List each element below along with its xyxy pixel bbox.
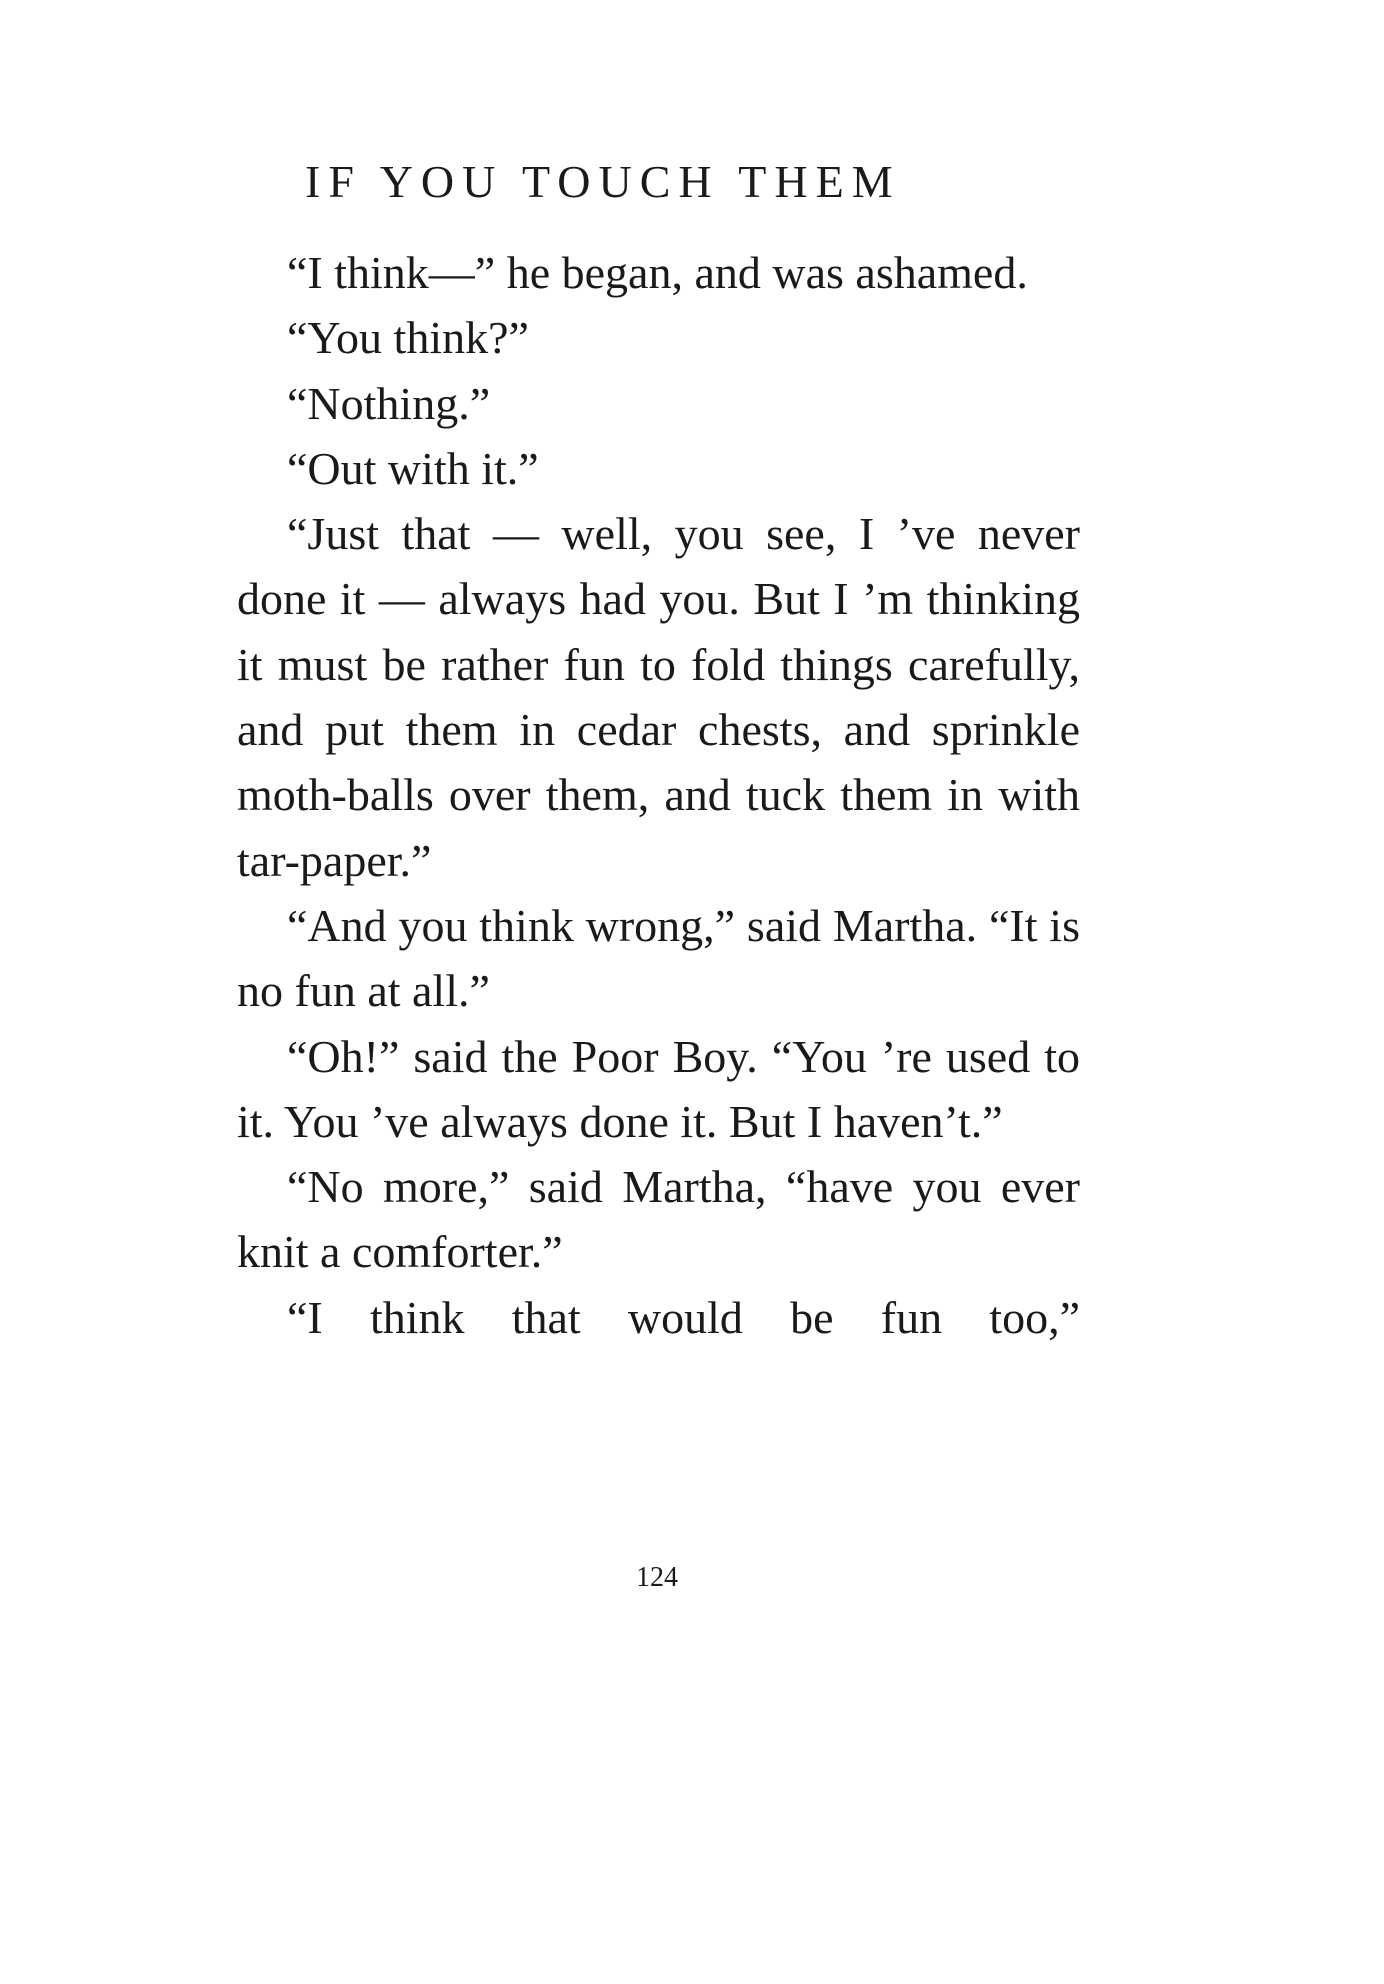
- running-title: IF YOU TOUCH THEM: [305, 156, 901, 207]
- paragraph: “Nothing.”: [287, 377, 491, 429]
- paragraph: “And you think wrong,” said Martha. “It is no fun at all.”: [237, 899, 1080, 1017]
- paragraph: “Oh!” said the Poor Boy. “You ’re used to it. You ’ve always done it. But I haven’t.”: [237, 1030, 1080, 1147]
- paragraph: “No more,” said Martha, “have you ever knit a comforter.”: [237, 1161, 1080, 1278]
- paragraph: “Out with it.”: [287, 442, 539, 494]
- body-text: [237, 240, 1080, 1350]
- paragraph: “Just that — well, you see, I ’ve never done it — always had you. But I ’m thinking it must be rather fun to fold things carefully, and put them in cedar chests, and sprinkle moth-balls over them, and tuck them in with tar-paper.”: [237, 508, 1080, 886]
- paragraph: “I think that would be fun too,”: [287, 1291, 1080, 1343]
- paragraph: “You think?”: [287, 312, 529, 364]
- page-number: 124: [636, 1562, 678, 1593]
- paragraph: “I think—” he began, and was ashamed.: [287, 247, 1028, 298]
